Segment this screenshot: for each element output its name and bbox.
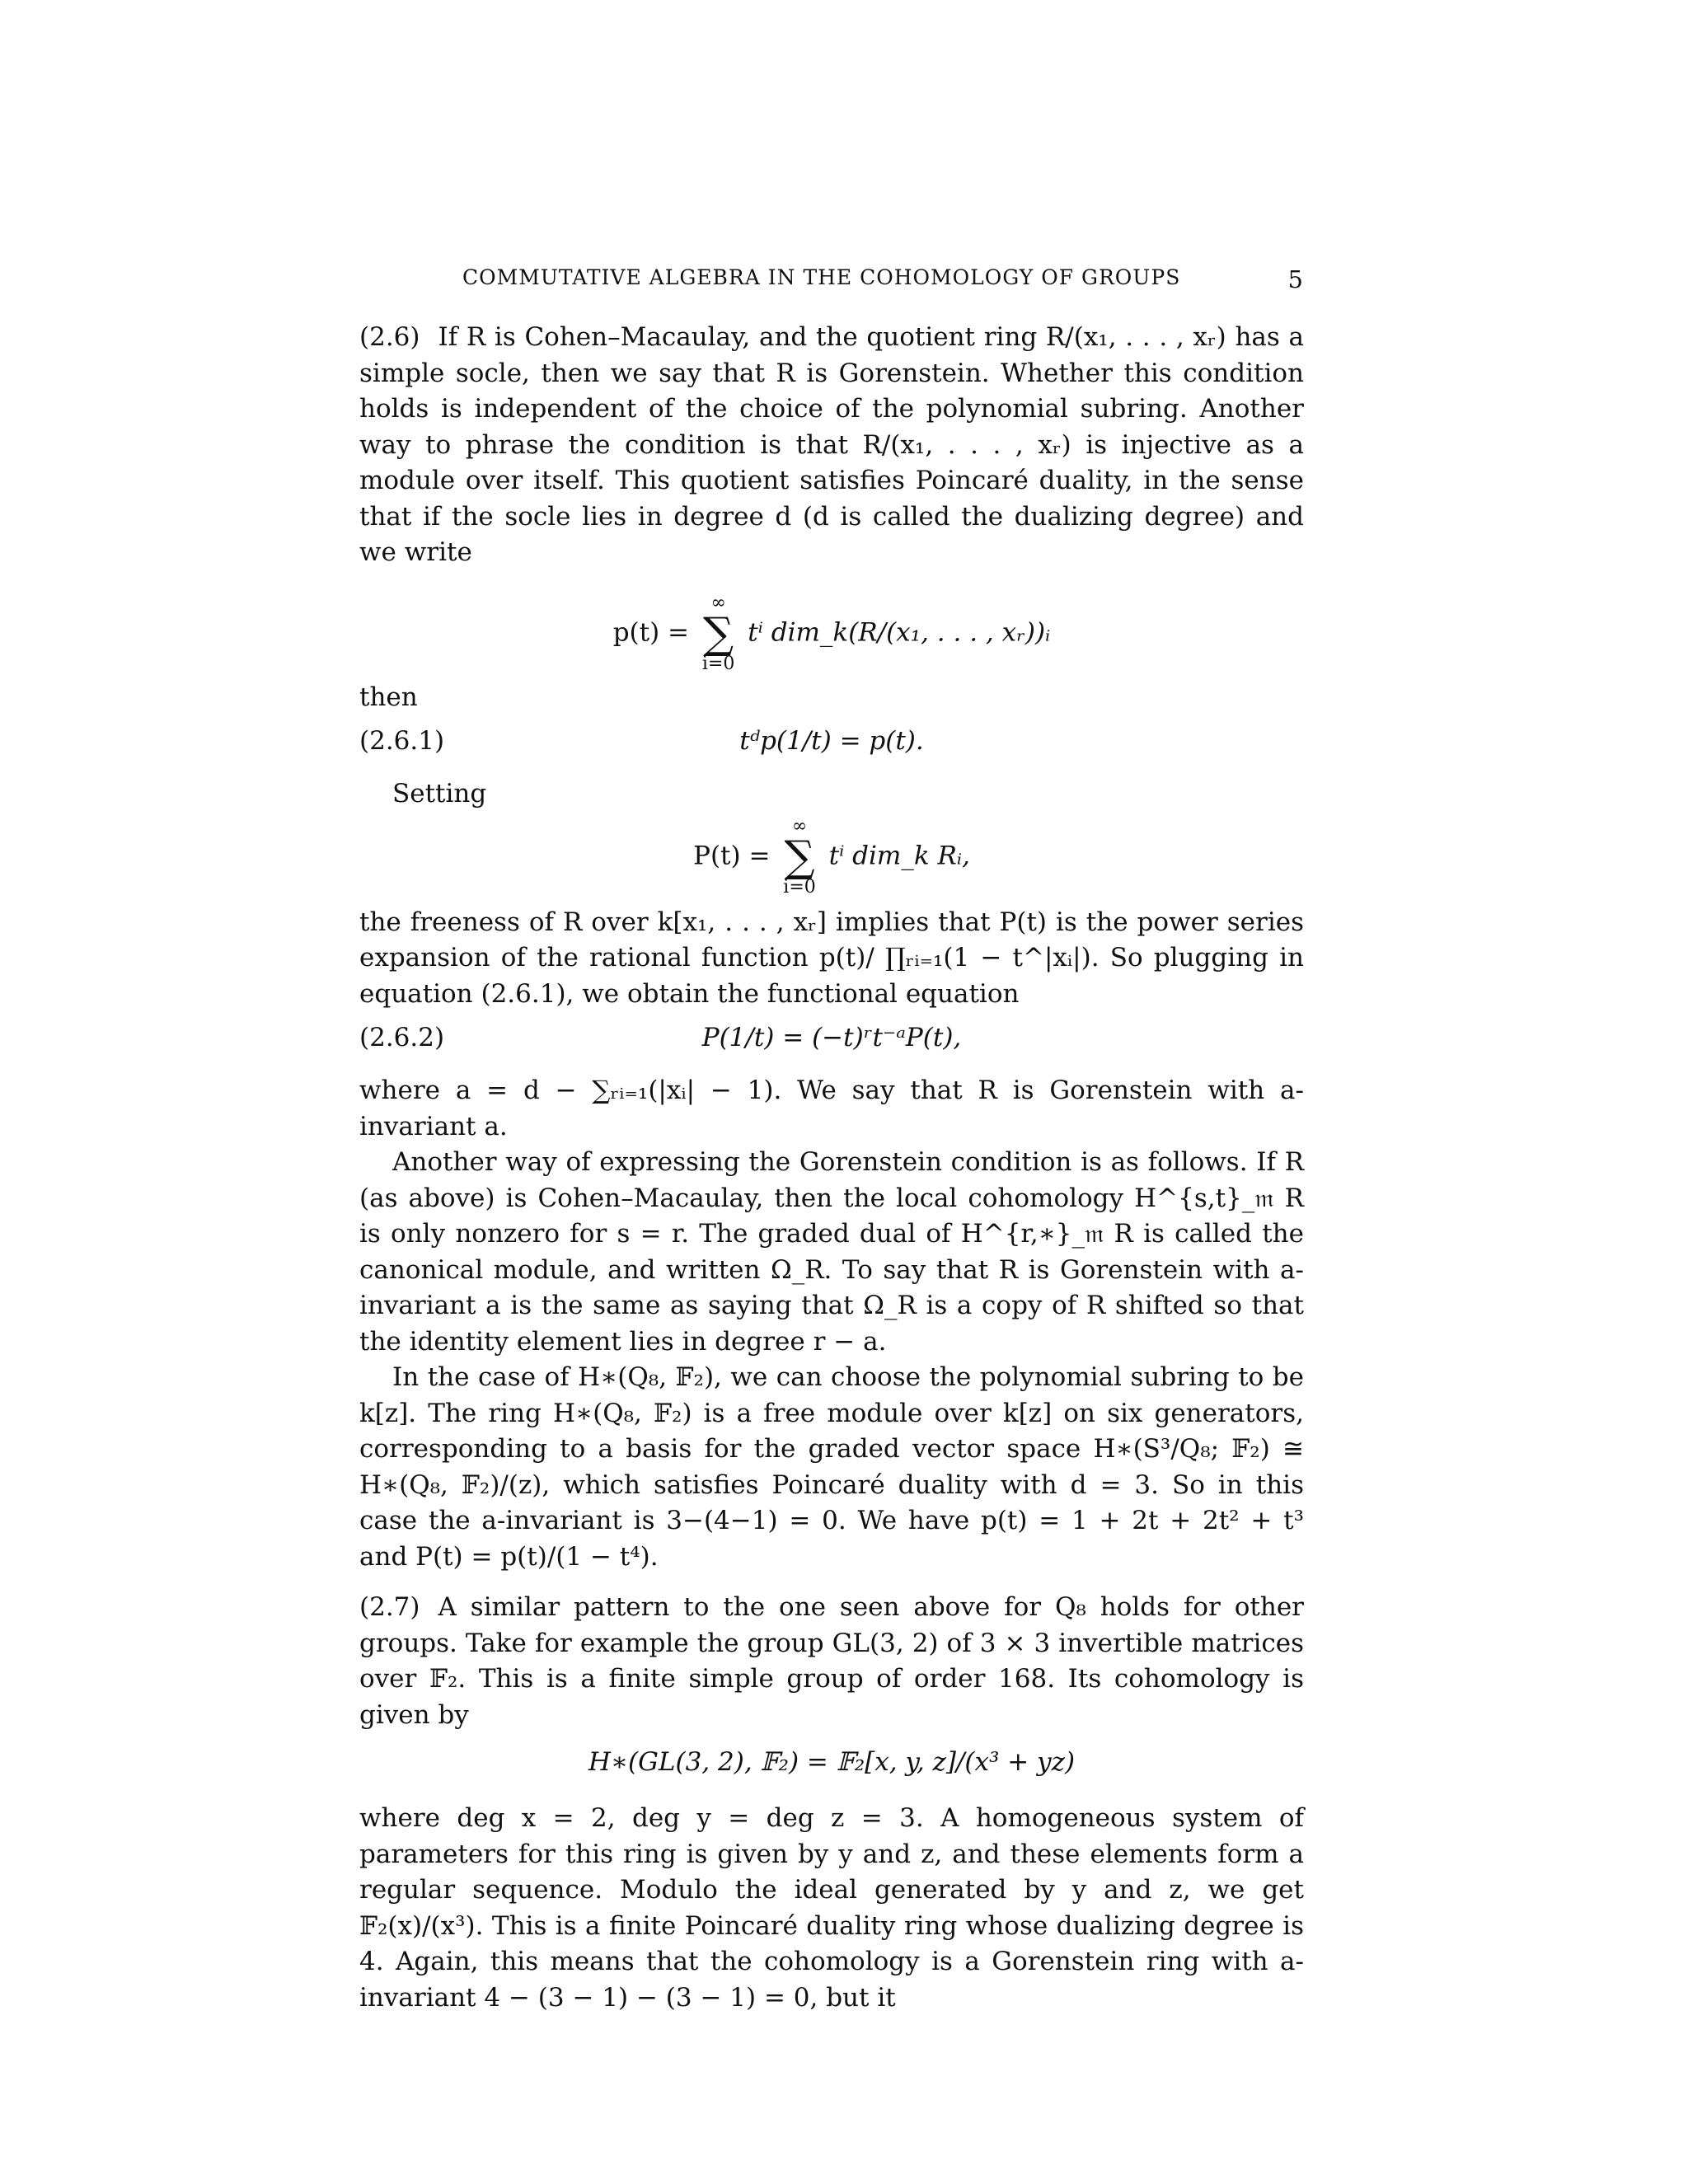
equation-lhs: p(t) = [612, 617, 690, 647]
display-equation-p [359, 576, 1304, 675]
sum-lower-limit: i=0 [701, 653, 735, 674]
paragraph-final: where deg x = 2, deg y = deg z = 3. A homogeneous system of parameters for this ring is given by y and z, and these elements form a regular sequence. Modulo the ideal generated by y and z, we get 𝔽₂(x)/(x³). This is a finite Poincaré duality ring whose dualizing degree is 4. Again, this means that the cohomology is a Gorenstein ring with a-invariant 4 − (3 − 1) − (3 − 1) = 0, but it [359, 1803, 1304, 2013]
sum-lower-limit: i=0 [783, 876, 816, 898]
equation-tag: (2.6.2) [359, 1023, 445, 1052]
running-header [359, 265, 1304, 298]
section-number: (2.7) [359, 1592, 420, 1622]
display-equation-2-6-2 [359, 1020, 1304, 1065]
display-equation-gl32 [359, 1745, 1304, 1789]
then-text: then [359, 682, 418, 712]
sigma-icon: ∑ [703, 608, 734, 658]
paragraph-freeness: the freeness of R over k[x₁, . . . , xᵣ] implies that P(t) is the power series expansion of the rational function p(t)/ ∏ᵣᵢ₌₁(1 − t^|xᵢ|). So plugging in equation (2.6.1), we obtain the functional equation [359, 907, 1304, 1009]
sigma-icon: ∑ [784, 832, 815, 882]
paragraph-2-6 [359, 320, 1304, 571]
equation-lhs: P(t) = [693, 841, 771, 870]
paragraph-q8-example: In the case of H∗(Q₈, 𝔽₂), we can choose the polynomial subring to be k[z]. The ring H∗(Q₈, 𝔽₂) is a free module over k[z] on six generators, corresponding to a basis for the graded vector space H∗(S³/Q₈; 𝔽₂) ≅ H∗(Q₈, 𝔽₂)/(z), which satisfies Poincaré duality with d = 3. So in this case the a-invariant is 3−(4−1) = 0. We have p(t) = 1 + 2t + 2t² + t³ and P(t) = p(t)/(1 − t⁴). [359, 1362, 1304, 1572]
section-number: (2.6) [359, 322, 420, 352]
equation-formula: tᵈp(1/t) = p(t). [739, 726, 924, 756]
page-number: 5 [1287, 265, 1304, 293]
equation-formula: P(1/t) = (−t)ʳt⁻ᵃP(t), [701, 1023, 962, 1052]
paragraph-2-7 [359, 1590, 1304, 1733]
sum-upper-limit: ∞ [710, 592, 726, 613]
sum-upper-limit: ∞ [791, 815, 808, 837]
display-equation-P [359, 815, 1304, 900]
summation-symbol [702, 594, 734, 673]
equation-rhs: tⁱ dim_k Rᵢ, [828, 841, 970, 870]
paragraph-text: A similar pattern to the one seen above for Q₈ holds for other groups. Take for example the group GL(3, 2) of 3 × 3 invertible matrices over 𝔽₂. This is a finite simple group of order 168. Its cohomology is given by [359, 1592, 1304, 1730]
equation-rhs: tⁱ dim_k(R/(x₁, . . . , xᵣ))ᵢ [748, 617, 1051, 647]
setting-text: Setting [392, 779, 487, 808]
paragraph-where-a: where a = d − ∑ᵣᵢ₌₁(|xᵢ| − 1). We say that R is Gorenstein with a-invariant a. [359, 1076, 1304, 1141]
paragraph-text: If R is Cohen–Macaulay, and the quotient ring R/(x₁, . . . , xᵣ) has a simple socle, then we say that R is Gorenstein. Whether this condition holds is independent of the choice of the polynomial subring. Another way to phrase the condition is that R/(x₁, . . . , xᵣ) is injective as a module over itself. This quotient satisfies Poincaré duality, in the sense that if the socle lies in degree d (d is called the dualizing degree) and we write [359, 322, 1304, 567]
body-text [359, 320, 1304, 2016]
display-equation-2-6-1 [359, 724, 1304, 768]
paragraph-local-cohomology: Another way of expressing the Gorenstein condition is as follows. If R (as above) is Cohen–Macaulay, then the local cohomology H^{s,t}_𝔪 R is only nonzero for s = r. The graded dual of H^{r,∗}_𝔪 R is called the canonical module, and written Ω_R. To say that R is Gorenstein with a-invariant a is the same as saying that Ω_R is a copy of R shifted so that the identity element lies in degree r − a. [359, 1147, 1304, 1357]
equation-tag: (2.6.1) [359, 726, 445, 756]
running-title: COMMUTATIVE ALGEBRA IN THE COHOMOLOGY OF GROUPS [462, 265, 1181, 289]
summation-symbol [783, 815, 816, 898]
equation-formula: H∗(GL(3, 2), 𝔽₂) = 𝔽₂[x, y, z]/(x³ + yz) [588, 1747, 1076, 1777]
